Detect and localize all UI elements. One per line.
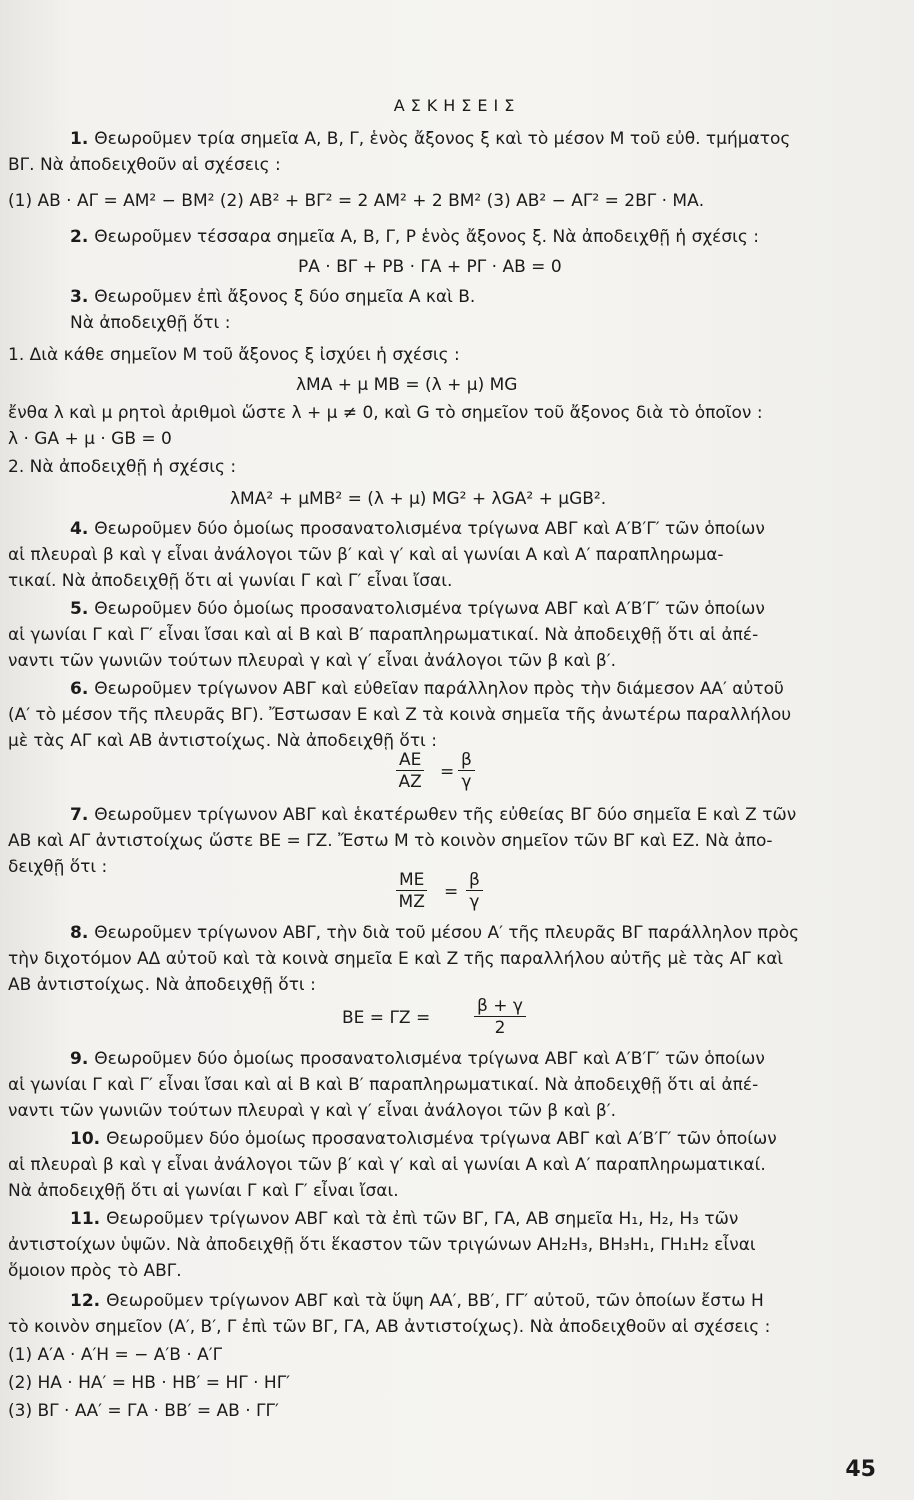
exercise-12-line-2: τὸ κοινὸν σημεῖον (Α′, Β′, Γ ἐπὶ τῶν ΒΓ, ΓΑ, ΑΒ ἀντιστοίχως). Νὰ ἀποδειχθοῦν αἱ σχέσεις : <box>8 1317 771 1337</box>
exercise-4-line-2: αἱ πλευραὶ β καὶ γ εἶναι ἀνάλογοι τῶν β′ καὶ γ′ καὶ αἱ γωνίαι Α καὶ Α′ παραπληρωμα- <box>8 545 724 565</box>
exercise-3-part-2: 2. Νὰ ἀποδειχθῇ ἡ σχέσις : <box>8 457 237 477</box>
exercise-12-relation-2: (2) ΗΑ · ΗΑ′ = ΗΒ · ΗΒ′ = ΗΓ · ΗΓ′ <box>8 1373 291 1393</box>
exercise-1-number: 1. <box>70 129 89 149</box>
exercise-12-line-1: 12. Θεωροῦμεν τρίγωνον ΑΒΓ καὶ τὰ ὕψη ΑΑ′, ΒΒ′, ΓΓ′ αὐτοῦ, τῶν ὁποίων ἔστω Η <box>70 1291 764 1311</box>
exercise-12-relation-1: (1) Α′Α · Α′Η = − Α′Β · Α′Γ <box>8 1345 223 1365</box>
exercise-3-line-3: ἔνθα λ καὶ μ ρητοὶ ἀριθμοὶ ὥστε λ + μ ≠ 0, καὶ G τὸ σημεῖον τοῦ ἄξονος διὰ τὸ ὁποῖον : <box>8 403 763 423</box>
exercise-3-formula-2: λΜΑ² + μΜΒ² = (λ + μ) ΜG² + λGA² + μGB². <box>230 489 607 509</box>
exercise-1-line-2: ΒΓ. Νὰ ἀποδειχθοῦν αἱ σχέσεις : <box>8 155 281 175</box>
exercise-10-number: 10. <box>70 1129 101 1149</box>
exercise-2-line-1: 2. Θεωροῦμεν τέσσαρα σημεῖα Α, Β, Γ, Ρ ἑνὸς ἄξονος ξ. Νὰ ἀποδειχθῇ ἡ σχέσις : <box>70 227 759 247</box>
exercise-8-line-1: 8. Θεωροῦμεν τρίγωνον ΑΒΓ, τὴν διὰ τοῦ μέσου Α′ τῆς πλευρᾶς ΒΓ παράλληλον πρὸς <box>70 923 800 943</box>
exercise-4-line-1: 4. Θεωροῦμεν δύο ὁμοίως προσανατολισμένα τρίγωνα ΑΒΓ καὶ Α′Β′Γ′ τῶν ὁποίων <box>70 519 765 539</box>
page-number: 45 <box>845 1457 876 1482</box>
exercise-5-line-2: αἱ γωνίαι Γ καὶ Γ′ εἶναι ἴσαι καὶ αἱ Β καὶ Β′ παραπληρωματικαί. Νὰ ἀποδειχθῇ ὅτι αἱ ἀπέ- <box>8 625 759 645</box>
exercise-7-line-1: 7. Θεωροῦμεν τρίγωνον ΑΒΓ καὶ ἑκατέρωθεν τῆς εὐθείας ΒΓ δύο σημεῖα Ε καὶ Ζ τῶν <box>70 805 797 825</box>
exercise-12-number: 12. <box>70 1291 101 1311</box>
exercise-5-line-1: 5. Θεωροῦμεν δύο ὁμοίως προσανατολισμένα τρίγωνα ΑΒΓ καὶ Α′Β′Γ′ τῶν ὁποίων <box>70 599 765 619</box>
exercise-3-line-4: λ · GA + μ · GB = 0 <box>8 429 172 449</box>
exercise-3-number: 3. <box>70 287 89 307</box>
exercise-6-line-3: μὲ τὰς ΑΓ καὶ ΑΒ ἀντιστοίχως. Νὰ ἀποδειχθῇ ὅτι : <box>8 731 437 751</box>
exercise-8-line-2: τὴν διχοτόμον ΑΔ αὐτοῦ καὶ τὰ κοινὰ σημεῖα Ε καὶ Ζ τῆς παραλλήλου αὐτῆς μὲ τὰς ΑΓ καὶ <box>8 949 784 969</box>
exercise-2-number: 2. <box>70 227 89 247</box>
exercise-11-line-1: 11. Θεωροῦμεν τρίγωνον ΑΒΓ καὶ τὰ ἐπὶ τῶν ΒΓ, ΓΑ, ΑΒ σημεῖα Η₁, Η₂, Η₃ τῶν <box>70 1209 739 1229</box>
exercise-4-line-3: τικαί. Νὰ ἀποδειχθῇ ὅτι αἱ γωνίαι Γ καὶ Γ′ εἶναι ἴσαι. <box>8 571 453 591</box>
exercise-6-fraction-left: $\frac{AE}{AZ}$ <box>396 750 424 793</box>
exercise-9-line-2: αἱ γωνίαι Γ καὶ Γ′ εἶναι ἴσαι καὶ αἱ Β καὶ Β′ παραπληρωματικαί. Νὰ ἀποδειχθῇ ὅτι αἱ ἀπέ- <box>8 1075 759 1095</box>
exercise-7-number: 7. <box>70 805 89 825</box>
exercise-9-line-1: 9. Θεωροῦμεν δύο ὁμοίως προσανατολισμένα τρίγωνα ΑΒΓ καὶ Α′Β′Γ′ τῶν ὁποίων <box>70 1049 765 1069</box>
exercise-1-relations: (1) ΑΒ · ΑΓ = ΑΜ² − ΒΜ² (2) ΑΒ² + ΒΓ² = 2 ΑΜ² + 2 ΒΜ² (3) ΑΒ² − ΑΓ² = 2ΒΓ · ΜΑ. <box>8 191 705 211</box>
exercise-3-formula-1: λΜΑ + μ ΜΒ = (λ + μ) ΜG <box>296 375 518 395</box>
exercise-7-fraction-right: $\frac{\beta}{\gamma}$ <box>466 870 483 913</box>
exercise-7-equals: = <box>444 882 459 902</box>
exercise-6-number: 6. <box>70 679 89 699</box>
exercise-12-relation-3: (3) ΒΓ · ΑΑ′ = ΓΑ · ΒΒ′ = ΑΒ · ΓΓ′ <box>8 1401 279 1421</box>
exercise-8-number: 8. <box>70 923 89 943</box>
exercise-1-line-1: 1. Θεωροῦμεν τρία σημεῖα Α, Β, Γ, ἑνὸς ἄξονος ξ καὶ τὸ μέσον Μ τοῦ εὐθ. τμήματος <box>70 129 791 149</box>
exercise-7-line-3: δειχθῇ ὅτι : <box>8 857 108 877</box>
exercise-6-fraction-right: $\frac{\beta}{\gamma}$ <box>458 750 475 793</box>
page-title: ΑΣΚΗΣΕΙΣ <box>393 96 521 115</box>
exercise-3-line-1: 3. Θεωροῦμεν ἐπὶ ἄξονος ξ δύο σημεῖα Α καὶ Β. <box>70 287 476 307</box>
exercise-2-formula: ΡΑ · ΒΓ + ΡΒ · ΓΑ + ΡΓ · ΑΒ = 0 <box>298 257 562 277</box>
exercise-11-number: 11. <box>70 1209 101 1229</box>
exercise-4-number: 4. <box>70 519 89 539</box>
exercise-8-line-3: ΑΒ ἀντιστοίχως. Νὰ ἀποδειχθῇ ὅτι : <box>8 975 316 995</box>
exercise-7-fraction-left: $\frac{ME}{MZ}$ <box>396 870 427 913</box>
exercise-3-part-1: 1. Διὰ κάθε σημεῖον Μ τοῦ ἄξονος ξ ἰσχύει ἡ σχέσις : <box>8 345 460 365</box>
exercise-11-line-2: ἀντιστοίχων ὑψῶν. Νὰ ἀποδειχθῇ ὅτι ἕκαστον τῶν τριγώνων ΑΗ₂Η₃, ΒΗ₃Η₁, ΓΗ₁Η₂ εἶναι <box>8 1235 756 1255</box>
exercise-7-line-2: ΑΒ καὶ ΑΓ ἀντιστοίχως ὥστε ΒΕ = ΓΖ. Ἔστω Μ τὸ κοινὸν σημεῖον τῶν ΒΓ καὶ ΕΖ. Νὰ ἀπο- <box>8 831 773 851</box>
exercise-6-line-1: 6. Θεωροῦμεν τρίγωνον ΑΒΓ καὶ εὐθεῖαν παράλληλον πρὸς τὴν διάμεσον ΑΑ′ αὐτοῦ <box>70 679 784 699</box>
exercise-10-line-3: Νὰ ἀποδειχθῇ ὅτι αἱ γωνίαι Γ καὶ Γ′ εἶναι ἴσαι. <box>8 1181 399 1201</box>
exercise-5-number: 5. <box>70 599 89 619</box>
exercise-8-fraction: $\frac{\beta + \gamma}{2}$ <box>474 996 526 1039</box>
exercise-11-line-3: ὅμοιον πρὸς τὸ ΑΒΓ. <box>8 1261 182 1281</box>
exercise-6-equals: = <box>440 762 455 782</box>
exercise-6-line-2: (Α′ τὸ μέσον τῆς πλευρᾶς ΒΓ). Ἔστωσαν Ε καὶ Ζ τὰ κοινὰ σημεῖα τῆς ἀνωτέρω παραλλήλου <box>8 705 792 725</box>
exercise-9-number: 9. <box>70 1049 89 1069</box>
exercise-8-formula-left: ΒΕ = ΓΖ = <box>342 1008 431 1028</box>
exercise-10-line-1: 10. Θεωροῦμεν δύο ὁμοίως προσανατολισμένα τρίγωνα ΑΒΓ καὶ Α′Β′Γ′ τῶν ὁποίων <box>70 1129 777 1149</box>
exercise-3-line-2: Νὰ ἀποδειχθῇ ὅτι : <box>70 313 231 333</box>
exercise-9-line-3: ναντι τῶν γωνιῶν τούτων πλευραὶ γ καὶ γ′ εἶναι ἀνάλογοι τῶν β καὶ β′. <box>8 1101 617 1121</box>
exercise-5-line-3: ναντι τῶν γωνιῶν τούτων πλευραὶ γ καὶ γ′ εἶναι ἀνάλογοι τῶν β καὶ β′. <box>8 651 617 671</box>
exercise-10-line-2: αἱ πλευραὶ β καὶ γ εἶναι ἀνάλογοι τῶν β′ καὶ γ′ καὶ αἱ γωνίαι Α καὶ Α′ παραπληρωματικαί. <box>8 1155 766 1175</box>
